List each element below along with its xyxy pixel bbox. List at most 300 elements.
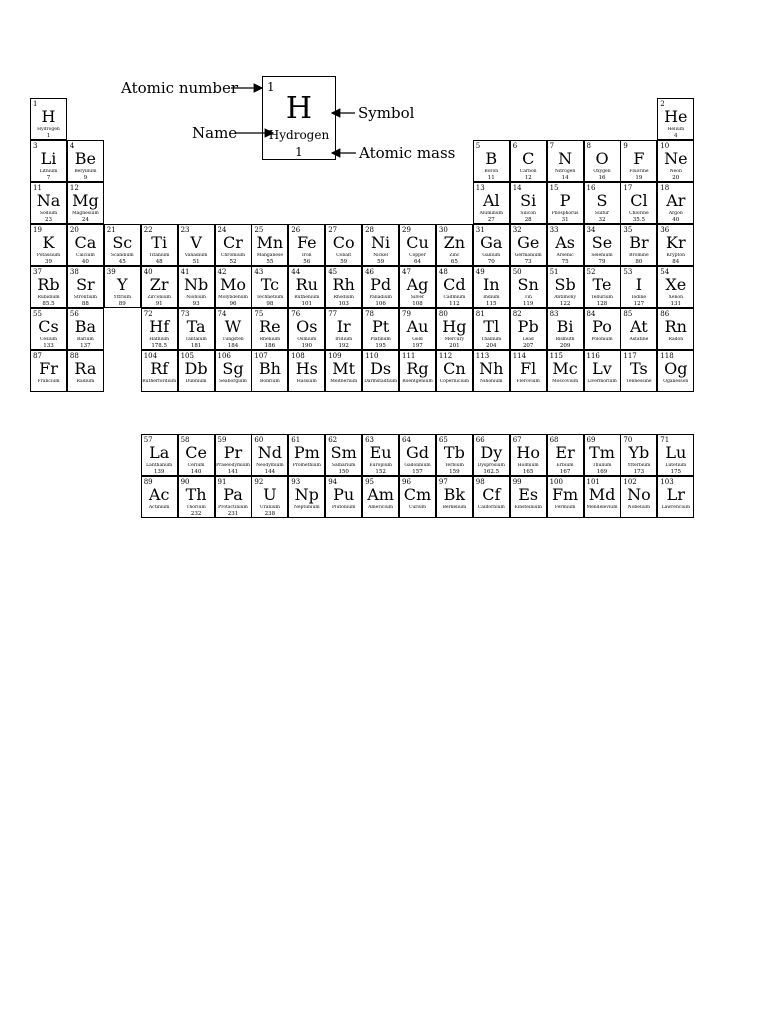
element-symbol: O <box>595 149 609 168</box>
element-name: Molybdenum <box>218 295 248 300</box>
element-name: Cesium <box>39 337 58 342</box>
atomic-number: 5 <box>475 142 481 150</box>
element-cell-np <box>288 476 325 518</box>
element-cell-mg <box>67 182 104 224</box>
element-symbol: Rn <box>664 317 687 336</box>
atomic-mass: 85.5 <box>42 300 55 307</box>
element-name: Flerovium <box>516 379 540 384</box>
element-cell-o <box>584 140 621 182</box>
element-cell-in <box>473 266 510 308</box>
element-cell-ir <box>325 308 362 350</box>
element-cell-hf <box>141 308 178 350</box>
atomic-mass: 207 <box>522 342 534 349</box>
name-label: Name <box>192 124 238 142</box>
element-symbol: Ho <box>516 443 540 462</box>
atomic-mass: 9 <box>83 174 88 181</box>
element-name: Rubidium <box>37 295 60 300</box>
element-cell-tb <box>436 434 473 476</box>
element-cell-ti <box>141 224 178 266</box>
element-cell-h <box>30 98 67 140</box>
atomic-number: 54 <box>660 268 670 276</box>
element-name: Promethium <box>292 463 321 468</box>
element-name: Neodymium <box>256 463 284 468</box>
element-cell-og <box>657 350 694 392</box>
element-name: Plutonium <box>331 505 356 510</box>
atomic-number: 67 <box>512 436 522 444</box>
atomic-number: 117 <box>623 352 637 360</box>
element-symbol: Eu <box>369 443 392 462</box>
element-cell-kr <box>657 224 694 266</box>
element-symbol: Tl <box>483 317 500 336</box>
atomic-mass: 195 <box>375 342 386 349</box>
element-cell-n <box>547 140 584 182</box>
atomic-number: 64 <box>402 436 411 444</box>
symbol-label: Symbol <box>358 104 415 122</box>
element-cell-ts <box>620 350 657 392</box>
atomic-number: 105 <box>180 352 194 360</box>
atomic-number: 89 <box>143 478 153 486</box>
element-symbol: Bk <box>443 485 466 504</box>
element-symbol: Ni <box>371 233 391 252</box>
element-symbol: Rb <box>37 275 60 294</box>
atomic-number: 82 <box>512 310 522 318</box>
atomic-mass: 84 <box>672 258 680 265</box>
element-cell-at <box>620 308 657 350</box>
legend-symbol: H <box>285 91 313 126</box>
atomic-number: 102 <box>623 478 637 486</box>
element-symbol: Db <box>184 359 208 378</box>
atomic-number: 18 <box>660 184 670 192</box>
element-symbol: Ir <box>336 317 351 336</box>
element-cell-ba <box>67 308 104 350</box>
element-name: Lawrencium <box>661 505 690 510</box>
element-name: Zinc <box>449 253 460 258</box>
atomic-number: 86 <box>660 310 670 318</box>
atomic-number: 15 <box>549 184 559 192</box>
element-symbol: Pu <box>333 485 355 504</box>
atomic-mass: 98 <box>266 300 274 307</box>
atomic-number: 43 <box>254 268 264 276</box>
atomic-mass: 45 <box>118 258 126 265</box>
element-cell-f <box>620 140 657 182</box>
legend-atomic-mass: 1 <box>295 145 303 159</box>
element-symbol: Sc <box>112 233 133 252</box>
element-name: Lanthanum <box>146 463 173 468</box>
element-cell-ag <box>399 266 436 308</box>
element-cell-ga <box>473 224 510 266</box>
element-symbol: Te <box>592 275 612 294</box>
atomic-mass: 40 <box>672 216 680 223</box>
element-name: Americium <box>368 505 394 510</box>
element-cell-re <box>251 308 288 350</box>
element-symbol: Sm <box>330 443 357 462</box>
atomic-mass: 108 <box>412 300 423 307</box>
element-cell-ru <box>288 266 325 308</box>
atomic-number: 8 <box>586 142 591 150</box>
atomic-mass: 56 <box>303 258 311 265</box>
element-symbol: Nh <box>479 359 504 378</box>
atomic-number: 13 <box>475 184 485 192</box>
element-symbol: Am <box>367 485 394 504</box>
element-cell-k <box>30 224 67 266</box>
atomic-mass: 51 <box>192 258 200 265</box>
element-symbol: Ac <box>148 485 170 504</box>
element-cell-zr <box>141 266 178 308</box>
element-name: Livermorium <box>587 379 617 384</box>
element-cell-lv <box>584 350 621 392</box>
element-name: Erbium <box>556 463 574 468</box>
element-cell-os <box>288 308 325 350</box>
element-cell-yb <box>620 434 657 476</box>
element-cell-sr <box>67 266 104 308</box>
atomic-number: 72 <box>143 310 153 318</box>
atomic-number: 108 <box>291 352 305 360</box>
element-name: Titanium <box>148 253 170 258</box>
element-symbol: Ta <box>186 317 206 336</box>
atomic-number: 51 <box>549 268 559 276</box>
element-symbol: Cm <box>403 485 432 504</box>
element-symbol: Fr <box>39 359 58 378</box>
atomic-number: 79 <box>402 310 411 318</box>
element-name: Lead <box>522 337 534 342</box>
element-name: Xenon <box>668 295 683 300</box>
element-cell-al <box>473 182 510 224</box>
element-cell-pd <box>362 266 399 308</box>
element-name: Oganesson <box>663 379 689 384</box>
element-name: Iridium <box>335 337 353 342</box>
atomic-number: 9 <box>623 142 628 150</box>
element-cell-ds <box>362 350 399 392</box>
element-symbol: Gd <box>405 443 430 462</box>
element-cell-am <box>362 476 399 518</box>
element-cell-pm <box>288 434 325 476</box>
element-cell-ce <box>178 434 215 476</box>
atomic-number: 14 <box>512 184 522 192</box>
element-symbol: Po <box>592 317 612 336</box>
atomic-number: 87 <box>33 352 42 360</box>
atomic-number: 48 <box>438 268 448 276</box>
element-symbol: Ba <box>74 317 97 336</box>
atomic-mass: 127 <box>633 300 645 307</box>
element-cell-fe <box>288 224 325 266</box>
atomic-mass: 70 <box>487 258 495 265</box>
element-cell-tm <box>584 434 621 476</box>
element-name: Magnesium <box>72 211 99 216</box>
element-cell-pr <box>215 434 252 476</box>
atomic-number: 115 <box>549 352 563 360</box>
element-symbol: Tm <box>589 443 615 462</box>
element-symbol: Mc <box>552 359 578 378</box>
atomic-number: 55 <box>33 310 42 318</box>
element-cell-ta <box>178 308 215 350</box>
atomic-number: 66 <box>475 436 485 444</box>
element-symbol: Ge <box>517 233 540 252</box>
atomic-number: 17 <box>623 184 633 192</box>
element-symbol: Xe <box>665 275 687 294</box>
element-name: Fermium <box>554 505 576 510</box>
atomic-mass: 173 <box>633 468 645 475</box>
atomic-number: 118 <box>660 352 674 360</box>
atomic-number: 97 <box>438 478 448 486</box>
element-cell-w <box>215 308 252 350</box>
atomic-number: 112 <box>438 352 453 360</box>
element-cell-es <box>510 476 547 518</box>
element-name: Lithium <box>39 169 58 174</box>
element-symbol: Ga <box>480 233 503 252</box>
atomic-mass: 91 <box>155 300 163 307</box>
element-symbol: Rf <box>150 359 169 378</box>
atomic-mass: 204 <box>486 342 497 349</box>
element-name: Radium <box>76 379 95 384</box>
element-cell-ac <box>141 476 178 518</box>
element-name: Tantalum <box>185 337 207 342</box>
element-symbol: Md <box>588 485 616 504</box>
element-name: Chlorine <box>629 211 649 216</box>
atomic-mass: 140 <box>190 468 202 475</box>
element-name: Bromine <box>629 253 649 258</box>
element-symbol: At <box>630 317 648 336</box>
element-symbol: Hf <box>149 317 170 336</box>
element-cell-bk <box>436 476 473 518</box>
atomic-number: 98 <box>475 478 485 486</box>
element-name: Sulfur <box>594 211 610 216</box>
atomic-mass: 11 <box>487 174 495 181</box>
atomic-number: 27 <box>328 226 338 234</box>
element-cell-cf <box>473 476 510 518</box>
element-name: Rhenium <box>259 337 281 342</box>
element-name: Terbium <box>444 463 464 468</box>
element-cell-mc <box>547 350 584 392</box>
atomic-number: 38 <box>69 268 79 276</box>
atomic-number: 99 <box>512 478 522 486</box>
atomic-mass: 14 <box>561 174 569 181</box>
element-cell-cl <box>620 182 657 224</box>
atomic-number: 76 <box>291 310 301 318</box>
atomic-mass: 35.5 <box>632 216 646 223</box>
atomic-mass: 209 <box>559 342 571 349</box>
atomic-mass: 88 <box>81 300 89 307</box>
element-name: Krypton <box>666 253 685 258</box>
element-name: Hydrogen <box>37 127 60 132</box>
atomic-number: 26 <box>291 226 301 234</box>
element-symbol: Cr <box>223 233 243 252</box>
element-name: Rutherfordium <box>142 379 177 384</box>
element-name: Arsenic <box>556 253 574 258</box>
element-name: Nitrogen <box>554 169 576 174</box>
element-symbol: C <box>522 149 535 168</box>
element-cell-ar <box>657 182 694 224</box>
atomic-number: 16 <box>586 184 596 192</box>
element-symbol: Br <box>629 233 649 252</box>
element-symbol: Au <box>406 317 429 336</box>
element-name: Uranium <box>259 505 280 510</box>
element-symbol: Cu <box>406 233 429 252</box>
element-cell-lu <box>657 434 694 476</box>
element-cell-ne <box>657 140 694 182</box>
element-cell-na <box>30 182 67 224</box>
element-name: Hafnium <box>149 337 170 342</box>
element-symbol: Zn <box>443 233 466 252</box>
atomic-number: 96 <box>402 478 411 486</box>
element-symbol: Sb <box>554 275 576 294</box>
element-name: Gadolinium <box>404 463 431 468</box>
element-name: Lutetium <box>665 463 687 468</box>
atomic-mass: 73 <box>524 258 532 265</box>
element-name: Scandium <box>110 253 134 258</box>
element-symbol: Li <box>40 149 57 168</box>
element-symbol: F <box>633 149 645 168</box>
element-symbol: Ra <box>74 359 97 378</box>
atomic-number: 39 <box>106 268 116 276</box>
element-cell-as <box>547 224 584 266</box>
legend-name: Hydrogen <box>268 128 330 142</box>
element-name: Neon <box>669 169 682 174</box>
atomic-mass: 48 <box>155 258 163 265</box>
atomic-number: 69 <box>586 436 596 444</box>
atomic-number: 57 <box>143 436 153 444</box>
atomic-mass: 28 <box>524 216 532 223</box>
atomic-mass: 232 <box>190 510 202 517</box>
element-name: Gallium <box>482 253 501 258</box>
atomic-mass: 93 <box>192 300 200 307</box>
element-symbol: Be <box>74 149 96 168</box>
element-cell-rh <box>325 266 362 308</box>
element-symbol: Y <box>117 275 128 294</box>
element-symbol: Fe <box>296 233 317 252</box>
element-name: Californium <box>477 505 505 510</box>
element-symbol: Mn <box>256 233 284 252</box>
element-name: Vanadium <box>184 253 208 258</box>
element-name: Rhodium <box>333 295 354 300</box>
element-name: Nihonium <box>480 379 503 384</box>
element-symbol: Ne <box>664 149 688 168</box>
atomic-number: 111 <box>402 352 416 360</box>
element-symbol: Cd <box>443 275 466 294</box>
atomic-number: 75 <box>254 310 264 318</box>
atomic-mass-label: Atomic mass <box>359 144 456 162</box>
atomic-number: 107 <box>254 352 268 360</box>
atomic-number: 73 <box>180 310 190 318</box>
atomic-number: 80 <box>438 310 448 318</box>
element-symbol: Ar <box>666 191 686 210</box>
element-cell-cr <box>215 224 252 266</box>
element-cell-rg <box>399 350 436 392</box>
atomic-mass: 186 <box>264 342 276 349</box>
atomic-mass: 238 <box>264 510 276 517</box>
element-name: Dysprosium <box>477 463 505 468</box>
atomic-number: 41 <box>180 268 190 276</box>
element-cell-b <box>473 140 510 182</box>
atomic-number: 42 <box>217 268 227 276</box>
element-cell-sg <box>215 350 252 392</box>
element-cell-y <box>104 266 141 308</box>
atomic-number: 52 <box>586 268 596 276</box>
element-cell-sn <box>510 266 547 308</box>
element-name: Helium <box>667 127 685 132</box>
element-symbol: H <box>41 107 56 126</box>
atomic-number: 104 <box>143 352 158 360</box>
element-cell-mo <box>215 266 252 308</box>
atomic-number: 2 <box>660 100 665 108</box>
element-cell-fl <box>510 350 547 392</box>
atomic-number: 11 <box>33 184 42 192</box>
element-symbol: As <box>555 233 575 252</box>
element-name: Ruthenium <box>294 295 320 300</box>
element-cell-ni <box>362 224 399 266</box>
atomic-number: 49 <box>475 268 485 276</box>
element-cell-co <box>325 224 362 266</box>
element-symbol: Ca <box>74 233 97 252</box>
atomic-number: 34 <box>586 226 596 234</box>
atomic-mass: 167 <box>559 468 571 475</box>
element-cell-v <box>178 224 215 266</box>
element-symbol: Pd <box>370 275 392 294</box>
element-symbol: Ce <box>185 443 207 462</box>
atomic-number: 65 <box>438 436 448 444</box>
element-name: Gold <box>412 337 423 342</box>
element-cell-au <box>399 308 436 350</box>
element-name: Strontium <box>73 295 97 300</box>
atomic-number: 110 <box>365 352 379 360</box>
element-name: Thulium <box>592 463 612 468</box>
element-cell-fm <box>547 476 584 518</box>
atomic-mass: 101 <box>301 300 313 307</box>
atomic-mass: 24 <box>81 216 89 223</box>
element-cell-hs <box>288 350 325 392</box>
atomic-number: 95 <box>365 478 375 486</box>
atomic-mass: 59 <box>377 258 385 265</box>
atomic-mass: 12 <box>524 174 532 181</box>
element-cell-bh <box>251 350 288 392</box>
element-name: Zirconium <box>147 295 171 300</box>
element-symbol: Dy <box>480 443 503 462</box>
atomic-number: 47 <box>402 268 411 276</box>
element-cell-lr <box>657 476 694 518</box>
element-name: Ytterbium <box>627 463 651 468</box>
atomic-number: 81 <box>475 310 485 318</box>
atomic-mass: 184 <box>227 342 239 349</box>
atomic-mass: 59 <box>340 258 348 265</box>
element-cell-cs <box>30 308 67 350</box>
atomic-mass: 103 <box>338 300 349 307</box>
atomic-number: 4 <box>69 142 75 150</box>
element-symbol: In <box>482 275 500 294</box>
element-cell-md <box>584 476 621 518</box>
atomic-number: 116 <box>586 352 600 360</box>
element-cell-ca <box>67 224 104 266</box>
atomic-number: 21 <box>106 226 116 234</box>
atomic-number: 56 <box>69 310 79 318</box>
atomic-mass: 115 <box>486 300 497 307</box>
element-symbol: Ds <box>370 359 392 378</box>
element-cell-te <box>584 266 621 308</box>
atomic-mass: 119 <box>522 300 534 307</box>
element-cell-tl <box>473 308 510 350</box>
atomic-number: 106 <box>217 352 231 360</box>
element-symbol: Rh <box>332 275 355 294</box>
element-cell-la <box>141 434 178 476</box>
atomic-mass: 16 <box>598 174 606 181</box>
atomic-number: 85 <box>623 310 633 318</box>
element-name: Manganese <box>256 253 284 258</box>
atomic-number: 109 <box>328 352 342 360</box>
atomic-mass: 7 <box>46 174 51 181</box>
element-name: Fluorine <box>629 169 649 174</box>
atomic-number: 59 <box>217 436 227 444</box>
element-cell-pt <box>362 308 399 350</box>
element-cell-sc <box>104 224 141 266</box>
element-symbol: S <box>596 191 608 210</box>
